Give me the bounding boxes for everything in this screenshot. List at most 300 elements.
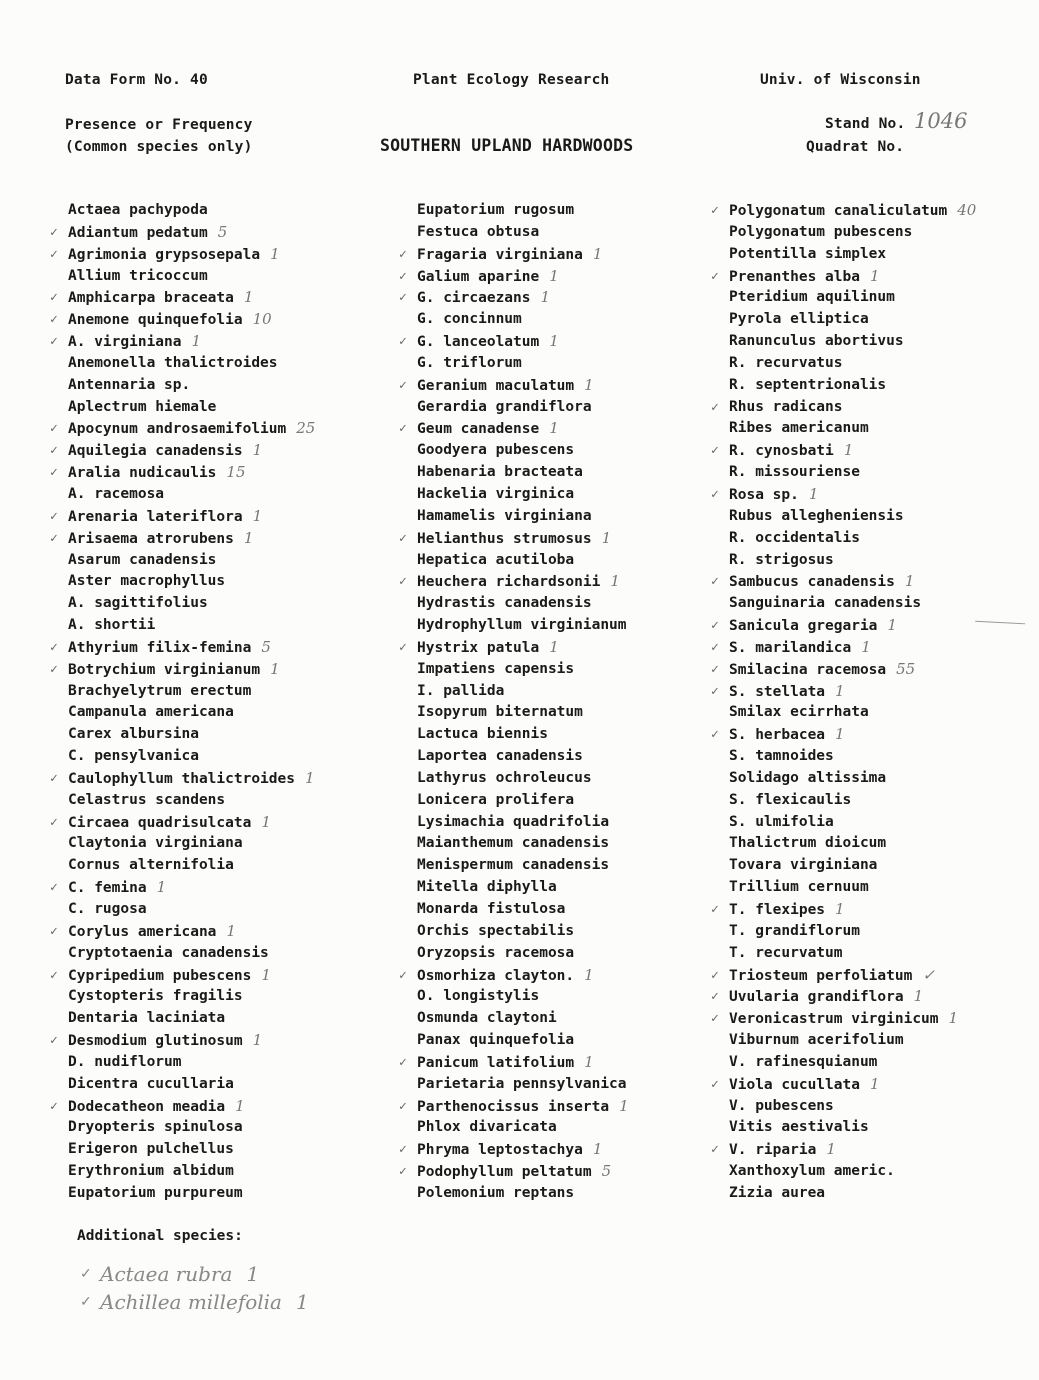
species-frequency: 1 — [243, 528, 254, 547]
species-name: R. cynosbati — [729, 443, 834, 460]
species-name: Xanthoxylum americ. — [729, 1163, 895, 1180]
species-name: G. triflorum — [417, 354, 522, 371]
species-row — [417, 615, 629, 637]
check-mark-icon — [711, 484, 727, 506]
species-frequency: 1 — [549, 332, 559, 351]
species-row — [417, 1096, 629, 1118]
species-frequency: 1 — [887, 616, 897, 635]
species-row — [729, 877, 976, 899]
presence-label: Presence or Frequency — [65, 117, 253, 133]
species-name: Caulophyllum thalictroides — [68, 770, 295, 787]
species-row — [417, 965, 629, 987]
species-row — [729, 506, 976, 528]
species-row — [417, 418, 629, 440]
species-name: Heuchera richardsonii — [417, 574, 601, 591]
species-name: Aquilegia canadensis — [68, 443, 243, 460]
species-frequency: 25 — [296, 419, 316, 438]
species-row — [68, 1139, 315, 1161]
species-row — [68, 528, 315, 550]
check-mark-icon — [399, 287, 415, 309]
species-name: Agrimonia grypsosepala — [68, 246, 261, 263]
species-row — [729, 637, 976, 659]
species-name: Anemonella thalictroides — [68, 354, 278, 371]
species-row — [417, 1008, 629, 1030]
species-row — [417, 833, 629, 855]
presence-sublabel: (Common species only) — [65, 139, 253, 155]
species-row — [417, 899, 629, 921]
species-frequency: 1 — [304, 768, 315, 787]
species-name: Anemone quinquefolia — [68, 312, 243, 329]
species-name: Oryzopsis racemosa — [417, 944, 575, 961]
species-name: Gerardia grandiflora — [417, 398, 592, 415]
species-row — [417, 1052, 629, 1074]
check-mark-icon — [399, 1161, 415, 1183]
check-mark-icon — [50, 768, 66, 790]
species-frequency: 1 — [948, 1009, 959, 1028]
species-frequency: 5 — [601, 1162, 612, 1181]
species-name: Panax quinquefolia — [417, 1032, 575, 1049]
species-frequency: 1 — [584, 965, 594, 984]
species-name: S. marilandica — [729, 639, 852, 656]
species-frequency: 1 — [869, 266, 880, 285]
species-row — [729, 702, 976, 724]
species-name: Zizia aurea — [729, 1184, 826, 1201]
species-row — [68, 244, 315, 266]
additional-species-list — [100, 1260, 309, 1316]
check-mark-icon — [50, 331, 66, 353]
stand-number: 1046 — [914, 109, 968, 133]
species-name: Sambucus canadensis — [729, 574, 895, 591]
species-frequency: 1 — [610, 572, 620, 591]
species-frequency: 1 — [549, 637, 559, 656]
species-row — [68, 462, 315, 484]
species-name: Tovara virginiana — [729, 857, 878, 874]
species-name: Polygonatum canaliculatum — [729, 203, 948, 219]
species-row — [68, 899, 315, 921]
species-row — [68, 943, 315, 965]
species-name: Cornus alternifolia — [68, 857, 234, 874]
species-row — [729, 855, 976, 877]
species-name: A. racemosa — [68, 485, 165, 502]
species-row — [729, 484, 976, 506]
species-name: Hackelia virginica — [417, 485, 575, 502]
species-row — [68, 266, 315, 288]
species-row — [417, 877, 629, 899]
check-mark-icon — [50, 309, 66, 331]
species-row — [729, 615, 976, 637]
species-name: Circaea quadrisulcata — [68, 814, 252, 831]
species-row — [68, 746, 315, 768]
species-frequency: 1 — [261, 965, 271, 984]
species-row — [417, 397, 629, 419]
species-name: Dodecatheon meadia — [68, 1098, 226, 1115]
species-frequency: 1 — [540, 288, 551, 307]
species-frequency: 1 — [592, 1140, 603, 1159]
pencil-stroke — [975, 621, 1025, 631]
species-row — [417, 593, 629, 615]
check-mark-icon — [50, 812, 66, 834]
species-frequency: 1 — [835, 681, 845, 700]
species-frequency: 1 — [861, 637, 871, 656]
species-row — [68, 1074, 315, 1096]
species-row — [729, 1117, 976, 1139]
species-name: Vitis aestivalis — [729, 1119, 869, 1136]
species-row — [417, 528, 629, 550]
additional-species-name: Actaea rubra — [100, 1262, 233, 1286]
check-mark-icon — [711, 681, 727, 703]
species-name: Cypripedium pubescens — [68, 967, 252, 984]
species-name: T. grandiflorum — [729, 922, 860, 939]
species-name: Aralia nudicaulis — [68, 465, 217, 482]
species-row — [729, 746, 976, 768]
species-row — [729, 1139, 976, 1161]
check-mark-icon — [50, 528, 66, 550]
species-row — [729, 593, 976, 615]
species-name: Hydrastis canadensis — [417, 595, 592, 612]
species-name: Eupatorium purpureum — [68, 1184, 243, 1201]
species-row — [417, 266, 629, 288]
check-mark-icon — [50, 287, 66, 309]
species-row — [417, 375, 629, 397]
additional-species-frequency: 1 — [246, 1262, 260, 1286]
species-frequency: 1 — [913, 987, 924, 1006]
species-frequency: 1 — [835, 725, 845, 744]
species-name: S. ulmifolia — [729, 813, 834, 830]
species-row — [68, 702, 315, 724]
species-name: Phlox divaricata — [417, 1119, 557, 1136]
species-row — [729, 266, 976, 288]
species-name: Carex albursina — [68, 726, 199, 743]
species-row — [417, 571, 629, 593]
species-name: Arenaria lateriflora — [68, 508, 243, 525]
species-name: Potentilla simplex — [729, 245, 887, 262]
check-mark-icon — [399, 244, 415, 266]
species-row — [729, 1008, 976, 1030]
species-name: Parietaria pennsylvanica — [417, 1075, 627, 1092]
species-row — [68, 550, 315, 572]
species-name: Actaea pachypoda — [68, 202, 208, 218]
species-row — [729, 833, 976, 855]
check-mark-icon — [50, 1030, 66, 1052]
species-row — [68, 375, 315, 397]
species-frequency: 1 — [843, 441, 854, 460]
species-frequency: 1 — [592, 244, 603, 263]
check-mark-icon — [399, 1052, 415, 1074]
species-row — [729, 375, 976, 397]
check-mark-icon — [50, 637, 66, 659]
species-name: Menispermum canadensis — [417, 857, 610, 874]
species-name: Osmunda claytoni — [417, 1010, 557, 1027]
species-name: Panicum latifolium — [417, 1054, 575, 1071]
check-mark-icon — [399, 1096, 415, 1118]
species-name: R. strigosus — [729, 551, 834, 568]
species-name: Rubus allegheniensis — [729, 507, 904, 524]
check-mark-icon — [711, 615, 727, 637]
species-row — [68, 484, 315, 506]
check-mark-icon — [711, 899, 727, 921]
species-frequency: 1 — [270, 659, 280, 678]
species-name: Botrychium virginianum — [68, 661, 261, 678]
species-row — [417, 222, 629, 244]
additional-species-frequency: 1 — [295, 1290, 309, 1314]
species-row — [417, 484, 629, 506]
university: Univ. of Wisconsin — [760, 72, 921, 88]
species-name: Uvularia grandiflora — [729, 989, 904, 1006]
species-row — [417, 1117, 629, 1139]
species-column-1 — [68, 200, 315, 1205]
check-mark-icon — [50, 659, 66, 681]
species-name: Adiantum pedatum — [68, 224, 208, 241]
species-frequency: 1 — [252, 441, 263, 460]
species-name: Hamamelis virginiana — [417, 507, 592, 524]
species-name: Ribes americanum — [729, 420, 869, 437]
species-frequency: 1 — [584, 1052, 594, 1071]
species-name: Athyrium filix-femina — [68, 639, 252, 656]
species-frequency: 1 — [252, 506, 263, 525]
species-name: Arisaema atrorubens — [68, 530, 234, 547]
species-name: Sanguinaria canadensis — [729, 595, 922, 612]
species-row — [68, 309, 315, 331]
check-mark-icon — [711, 266, 727, 288]
species-name: Phryma leptostachya — [417, 1142, 583, 1159]
species-row — [417, 1030, 629, 1052]
species-row — [729, 222, 976, 244]
species-name: D. nudiflorum — [68, 1053, 182, 1070]
species-name: G. circaezans — [417, 290, 531, 307]
species-row — [417, 462, 629, 484]
species-row — [729, 943, 976, 965]
species-row — [68, 724, 315, 746]
species-row — [417, 921, 629, 943]
species-name: Viburnum acerifolium — [729, 1032, 904, 1049]
species-name: Geranium maculatum — [417, 377, 575, 394]
species-row — [729, 397, 976, 419]
species-row — [417, 506, 629, 528]
species-row — [68, 681, 315, 703]
check-mark-icon — [711, 659, 727, 681]
check-mark-icon — [711, 724, 727, 746]
check-mark-icon — [711, 965, 727, 987]
species-frequency: 1 — [584, 375, 594, 394]
species-name: Goodyera pubescens — [417, 442, 575, 459]
species-name: Cryptotaenia canadensis — [68, 944, 269, 961]
species-row — [729, 921, 976, 943]
species-name: Laportea canadensis — [417, 748, 583, 765]
check-mark-icon — [50, 418, 66, 440]
species-row — [68, 986, 315, 1008]
species-row — [729, 1161, 976, 1183]
species-name: Rosa sp. — [729, 486, 799, 503]
species-frequency: 40 — [957, 201, 977, 219]
species-row — [729, 1030, 976, 1052]
species-row — [68, 790, 315, 812]
species-row — [729, 462, 976, 484]
species-row — [417, 746, 629, 768]
species-row — [68, 506, 315, 528]
species-name: G. concinnum — [417, 311, 522, 328]
species-row — [68, 855, 315, 877]
species-row — [68, 768, 315, 790]
species-frequency: 1 — [243, 288, 254, 307]
species-row — [417, 790, 629, 812]
species-name: Apocynum androsaemifolium — [68, 421, 287, 438]
species-frequency: 1 — [191, 332, 202, 351]
species-name: Lactuca biennis — [417, 726, 548, 743]
species-name: Parthenocissus inserta — [417, 1098, 610, 1115]
species-name: Pyrola elliptica — [729, 311, 869, 328]
species-name: Veronicastrum virginicum — [729, 1011, 939, 1028]
check-mark-icon — [50, 440, 66, 462]
species-name: Sanicula gregaria — [729, 618, 878, 635]
species-row — [729, 1183, 976, 1205]
species-name: Hydrophyllum virginianum — [417, 617, 627, 634]
species-row — [68, 812, 315, 834]
species-row — [68, 331, 315, 353]
species-row — [68, 921, 315, 943]
species-name: Brachyelytrum erectum — [68, 682, 252, 699]
species-name: Antennaria sp. — [68, 376, 191, 393]
check-mark-icon — [711, 637, 727, 659]
check-mark-icon — [50, 877, 66, 899]
species-row — [417, 681, 629, 703]
species-name: Orchis spectabilis — [417, 922, 575, 939]
species-name: Smilacina racemosa — [729, 661, 887, 678]
species-name: Aplectrum hiemale — [68, 398, 217, 415]
check-mark-icon — [711, 440, 727, 462]
form-number: Data Form No. 40 — [65, 72, 208, 88]
check-mark-icon — [399, 571, 415, 593]
species-name: Smilax ecirrhata — [729, 704, 869, 721]
species-row — [417, 287, 629, 309]
species-row — [729, 965, 976, 987]
species-row — [68, 1117, 315, 1139]
check-mark-icon — [711, 200, 727, 222]
species-row — [417, 659, 629, 681]
species-name: Desmodium glutinosum — [68, 1033, 243, 1050]
species-frequency: 1 — [835, 900, 845, 918]
species-row — [68, 571, 315, 593]
species-row — [68, 1183, 315, 1205]
species-row — [68, 440, 315, 462]
species-name: Impatiens capensis — [417, 660, 575, 677]
species-row — [729, 681, 976, 703]
species-name: S. flexicaulis — [729, 791, 852, 808]
species-row — [729, 440, 976, 462]
species-name: Polygonatum pubescens — [729, 223, 913, 240]
species-column-2 — [417, 200, 629, 1205]
species-row — [729, 790, 976, 812]
species-name: Podophyllum peltatum — [417, 1164, 592, 1181]
species-name: Amphicarpa braceata — [68, 290, 234, 307]
species-row — [68, 287, 315, 309]
species-row — [729, 571, 976, 593]
species-name: Polemonium reptans — [417, 1184, 575, 1201]
species-row — [417, 440, 629, 462]
check-mark-icon — [50, 1096, 66, 1118]
species-row — [417, 702, 629, 724]
species-row — [729, 550, 976, 572]
species-name: C. pensylvanica — [68, 748, 199, 765]
species-name: Erythronium albidum — [68, 1163, 234, 1180]
species-name: Prenanthes alba — [729, 268, 860, 285]
check-mark-icon — [399, 637, 415, 659]
species-name: Erigeron pulchellus — [68, 1141, 234, 1158]
check-mark-icon — [399, 331, 415, 353]
species-name: O. longistylis — [417, 988, 540, 1005]
species-row — [68, 593, 315, 615]
species-name: Osmorhiza clayton. — [417, 967, 575, 984]
check-mark-icon — [711, 1139, 727, 1161]
species-column-3 — [729, 200, 976, 1205]
species-name: Lonicera prolifera — [417, 791, 575, 808]
species-row — [417, 637, 629, 659]
species-name: Cystopteris fragilis — [68, 988, 243, 1005]
species-row — [68, 659, 315, 681]
species-row — [417, 244, 629, 266]
species-name: Dentaria laciniata — [68, 1010, 226, 1027]
species-name: A. sagittifolius — [68, 595, 208, 612]
species-row — [729, 418, 976, 440]
species-name: Campanula americana — [68, 704, 234, 721]
check-mark-icon — [50, 244, 66, 266]
additional-species-item — [100, 1288, 309, 1316]
species-name: R. septentrionalis — [729, 376, 887, 393]
species-name: G. lanceolatum — [417, 334, 540, 351]
species-row — [417, 1183, 629, 1205]
species-row — [68, 418, 315, 440]
organization: Plant Ecology Research — [413, 72, 610, 88]
species-name: Galium aparine — [417, 268, 540, 285]
species-row — [417, 200, 629, 222]
species-frequency: 5 — [261, 637, 271, 656]
species-name: Fragaria virginiana — [417, 246, 583, 263]
species-row — [417, 724, 629, 746]
species-row — [729, 986, 976, 1008]
species-name: Mitella diphylla — [417, 879, 557, 896]
species-row — [417, 331, 629, 353]
species-name: C. femina — [68, 880, 147, 897]
species-name: Corylus americana — [68, 923, 217, 940]
species-name: V. rafinesquianum — [729, 1053, 878, 1070]
species-frequency: 1 — [601, 528, 612, 547]
species-row — [417, 812, 629, 834]
species-frequency: ✓ — [922, 965, 935, 984]
species-name: Lysimachia quadrifolia — [417, 813, 610, 830]
species-row — [68, 1008, 315, 1030]
check-mark-icon — [399, 266, 415, 288]
species-frequency: 1 — [252, 1031, 263, 1050]
species-row — [729, 200, 976, 222]
species-row — [729, 659, 976, 681]
species-name: S. stellata — [729, 683, 826, 700]
species-row — [68, 637, 315, 659]
species-row — [417, 943, 629, 965]
species-name: Isopyrum biternatum — [417, 704, 583, 721]
species-row — [729, 528, 976, 550]
species-name: Hystrix patula — [417, 639, 540, 656]
species-name: S. tamnoides — [729, 748, 834, 765]
species-name: Ranunculus abortivus — [729, 333, 904, 350]
species-name: Helianthus strumosus — [417, 530, 592, 547]
form-title: SOUTHERN UPLAND HARDWOODS — [380, 136, 634, 155]
species-row — [417, 1161, 629, 1183]
check-mark-icon — [711, 1074, 727, 1096]
check-mark-icon — [50, 506, 66, 528]
species-name: Lathyrus ochroleucus — [417, 769, 592, 786]
species-name: Claytonia virginiana — [68, 835, 243, 852]
species-name: A. virginiana — [68, 334, 182, 351]
species-name: A. shortii — [68, 617, 156, 634]
